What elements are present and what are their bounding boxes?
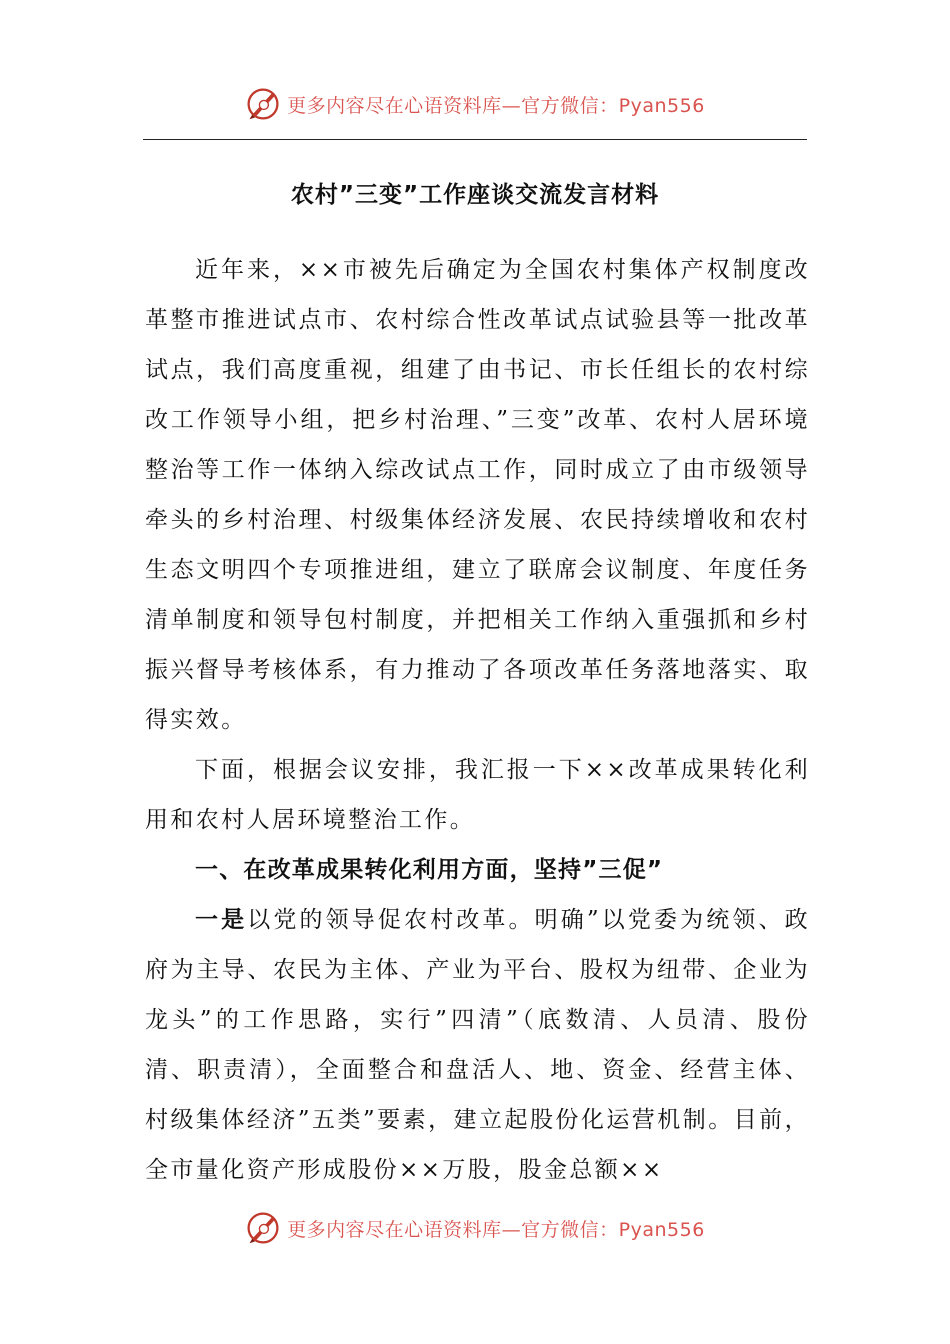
section-heading: 一、在改革成果转化利用方面，坚持”三促” bbox=[195, 857, 664, 883]
watermark-text bbox=[287, 1215, 705, 1242]
watermark-footer bbox=[0, 1206, 950, 1250]
watermark-label: 更多内容尽在心语资料库—官方微信： bbox=[287, 1218, 619, 1241]
pen-logo-icon bbox=[245, 1210, 281, 1246]
watermark-header bbox=[0, 82, 950, 126]
watermark-id: Pyan556 bbox=[618, 1218, 705, 1241]
item-lead: 一是 bbox=[195, 907, 248, 933]
paragraph-intro: 近年来，××市被先后确定为全国农村集体产权制度改革整市推进试点市、农村综合性改革试点试验县等一批改革试点，我们高度重视，组建了由书记、市长任组长的农村综改工作领导小组，把乡村治理、”三变”改革、农村人居环境整治等工作一体纳入综改试点工作，同时成立了由市级领导牵头的乡村治理、村级集体经济发展、农民持续增收和农村生态文明四个专项推进组，建立了联席会议制度、年度任务清单制度和领导包村制度，并把相关工作纳入重强抓和乡村振兴督导考核体系，有力推动了各项改革任务落地落实、取得实效。 bbox=[145, 257, 810, 733]
document-body bbox=[145, 245, 810, 1195]
item-text: 以党的领导促农村改革。明确”以党委为统领、政府为主导、农民为主体、产业为平台、股权为纽带、企业为龙头”的工作思路，实行”四清”（底数清、人员清、股份清、职责清），全面整合和盘活人、地、资金、经营主体、村级集体经济”五类”要素，建立起股份化运营机制。目前，全市量化资产形成股份××万股，股金总额×× bbox=[145, 907, 810, 1183]
watermark-id: Pyan556 bbox=[618, 94, 705, 117]
pen-logo-icon bbox=[245, 86, 281, 122]
paragraph-agenda: 下面，根据会议安排，我汇报一下××改革成果转化利用和农村人居环境整治工作。 bbox=[145, 757, 810, 833]
header-divider bbox=[143, 139, 807, 140]
watermark-label: 更多内容尽在心语资料库—官方微信： bbox=[287, 94, 619, 117]
document-title: 农村”三变”工作座谈交流发言材料 bbox=[290, 182, 660, 208]
watermark-text bbox=[287, 91, 705, 118]
paragraph-item-1 bbox=[145, 895, 810, 1195]
